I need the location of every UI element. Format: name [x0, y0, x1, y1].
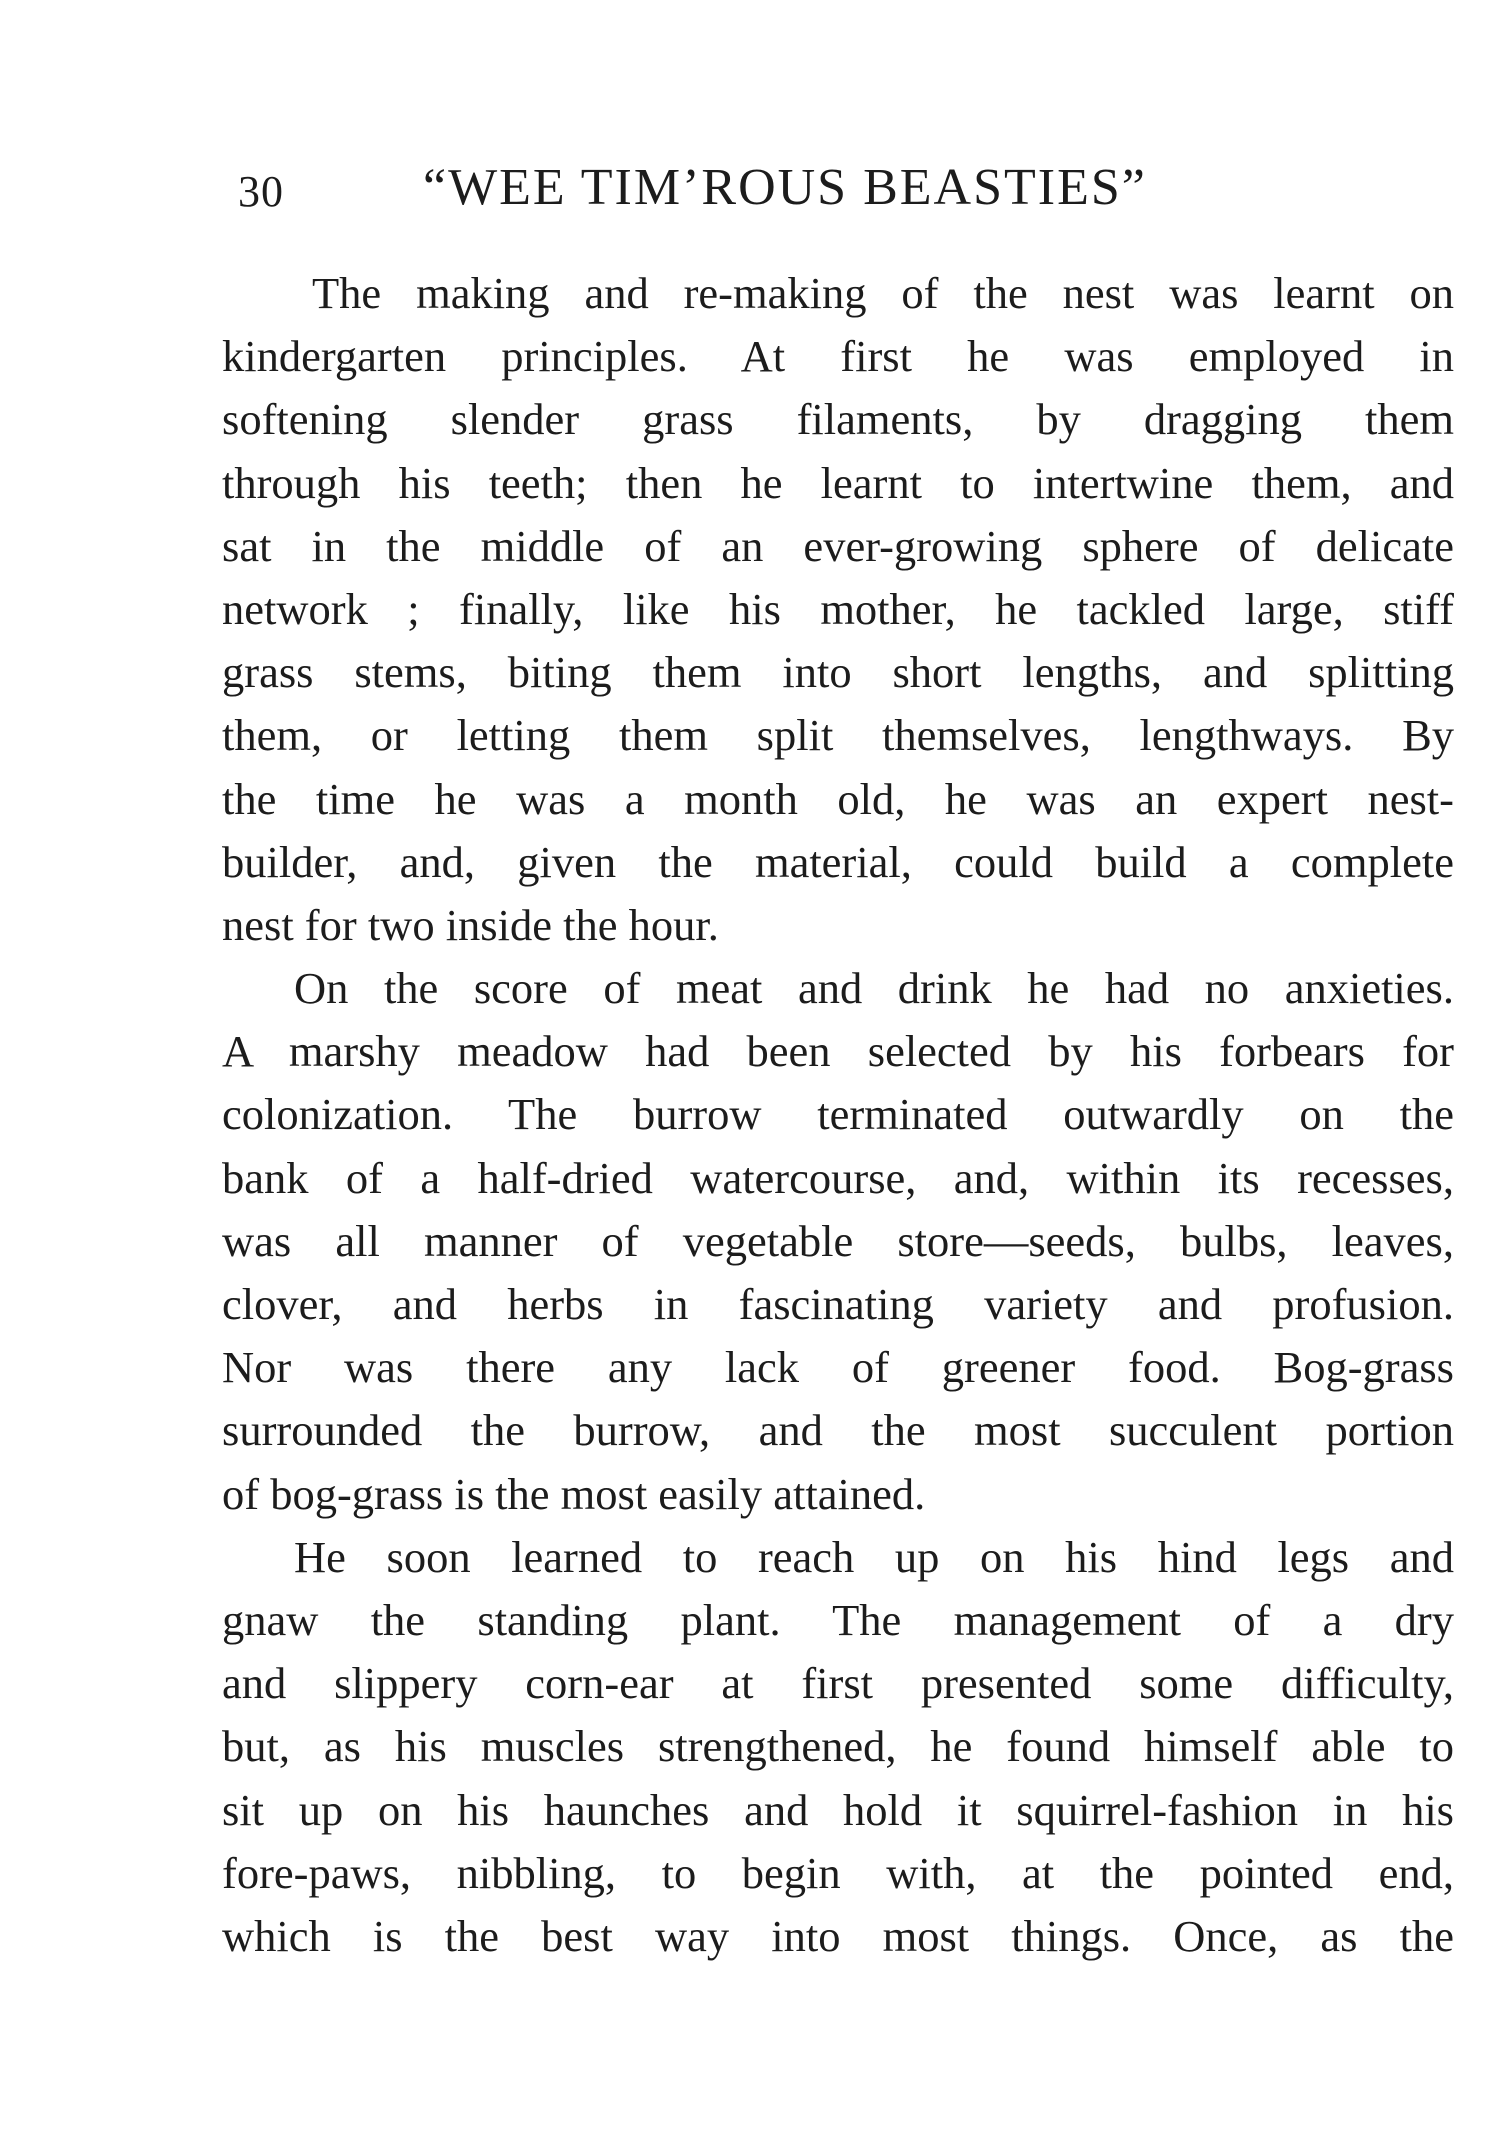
text-line: through his teeth; then he learnt to intertwine them, and [222, 457, 1454, 508]
paragraph-1 [222, 262, 1454, 957]
text-line: was all manner of vegetable store—seeds, bulbs, leaves, [222, 1215, 1454, 1266]
text-line: colonization. The burrow terminated outwardly on the [222, 1089, 1454, 1140]
text-line: surrounded the burrow, and the most succulent portion [222, 1405, 1454, 1456]
text-line: clover, and herbs in fascinating variety and profusion. [222, 1279, 1454, 1329]
text-line: but, as his muscles strengthened, he found himself able to [222, 1721, 1454, 1772]
text-line: gnaw the standing plant. The management of a dry [222, 1594, 1454, 1645]
text-line: He soon learned to reach up on his hind legs and [294, 1531, 1454, 1582]
text-line: the time he was a month old, he was an expert nest- [222, 773, 1454, 824]
text-line: Nor was there any lack of greener food. Bog-grass [222, 1342, 1454, 1393]
text-line: A marshy meadow had been selected by his forbears for [222, 1026, 1454, 1077]
running-header [228, 158, 1268, 228]
paragraph-2 [222, 957, 1454, 1526]
text-line: On the score of meat and drink he had no anxieties. [294, 963, 1454, 1014]
text-line: of bog-grass is the most easily attained. [222, 1468, 926, 1519]
paragraph-3 [222, 1526, 1454, 1968]
text-line: and slippery corn-ear at first presented some difficulty, [222, 1658, 1454, 1709]
text-line: nest for two inside the hour. [222, 899, 719, 950]
text-line: bank of a half-dried watercourse, and, within its recesses, [222, 1152, 1454, 1203]
text-line: network ; finally, like his mother, he tackled large, stiff [222, 583, 1454, 634]
text-line: fore-paws, nibbling, to begin with, at the pointed end, [222, 1847, 1454, 1898]
text-line: grass stems, biting them into short lengths, and splitting [222, 647, 1454, 698]
text-line: builder, and, given the material, could build a complete [222, 836, 1454, 887]
text-line: sat in the middle of an ever-growing sphere of delicate [222, 520, 1454, 571]
page-number: 30 [238, 167, 284, 216]
text-line: kindergarten principles. At first he was employed in [222, 331, 1454, 382]
text-line: The making and re-making of the nest was learnt on [312, 268, 1454, 318]
body-text [222, 262, 1454, 1968]
text-line: which is the best way into most things. Once, as the [222, 1910, 1454, 1961]
text-line: sit up on his haunches and hold it squirrel-fashion in his [222, 1784, 1454, 1835]
text-line: them, or letting them split themselves, lengthways. By [222, 710, 1454, 761]
running-title: “WEE TIM’ROUS BEASTIES” [423, 159, 1147, 216]
text-line: softening slender grass filaments, by dragging them [222, 394, 1454, 445]
